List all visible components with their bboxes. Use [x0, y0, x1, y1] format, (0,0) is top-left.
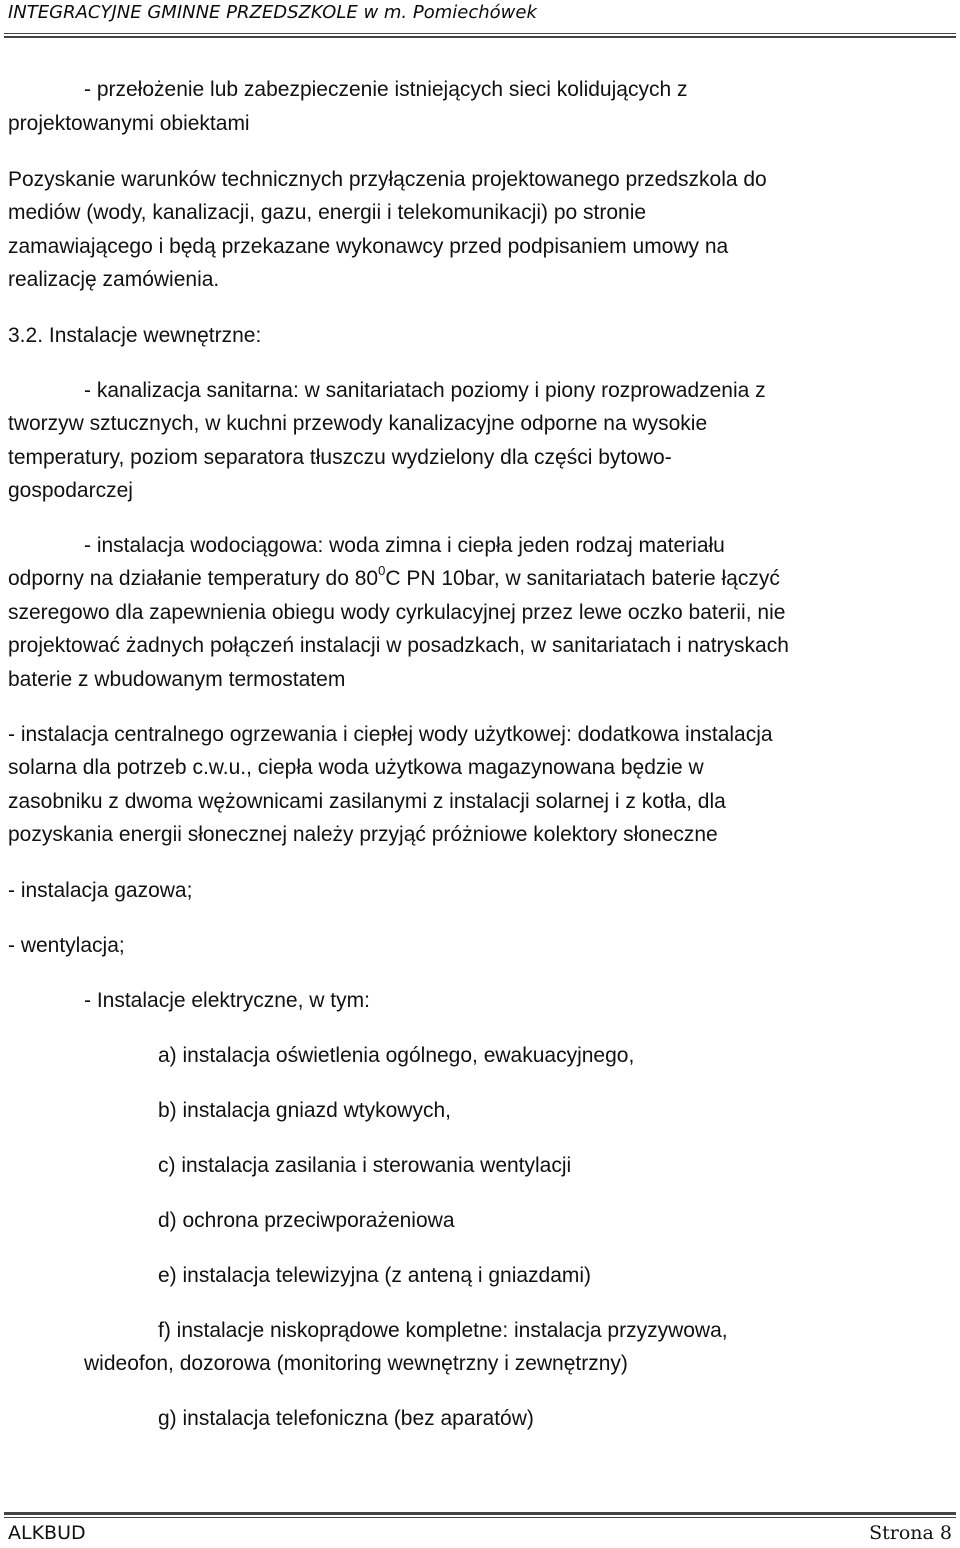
text-line: - instalacja gazowa;	[8, 879, 193, 902]
footer-divider	[4, 1517, 956, 1518]
text-line: - instalacja centralnego ogrzewania i ciepłej wody użytkowej: dodatkowa instalacja	[8, 723, 773, 746]
header-divider	[4, 33, 956, 34]
text-line: tworzyw sztucznych, w kuchni przewody kanalizacyjne odporne na wysokie	[8, 412, 708, 435]
list-item: f) instalacje niskoprądowe kompletne: instalacja przyzywowa,	[158, 1319, 728, 1342]
page-number: Strona 8	[869, 1522, 952, 1544]
list-item-continuation: wideofon, dozorowa (monitoring wewnętrzny i zewnętrzny)	[84, 1352, 628, 1375]
text-line: projektowanymi obiektami	[8, 112, 250, 135]
footer-company: ALKBUD	[8, 1522, 86, 1544]
list-item: c) instalacja zasilania i sterowania wentylacji	[158, 1154, 572, 1177]
list-item: g) instalacja telefoniczna (bez aparatów)	[158, 1407, 534, 1430]
text-line: temperatury, poziom separatora tłuszczu wydzielony dla części bytowo-	[8, 446, 672, 469]
text-line: projektować żadnych połączeń instalacji w posadzkach, w sanitariatach i natryskach	[8, 634, 789, 657]
text-line: realizację zamówienia.	[8, 268, 220, 291]
text-line: szeregowo dla zapewnienia obiegu wody cyrkulacyjnej przez lewe oczko baterii, nie	[8, 601, 786, 624]
list-item: d) ochrona przeciwporażeniowa	[158, 1209, 455, 1232]
text-line: - przełożenie lub zabezpieczenie istniejących sieci kolidujących z	[84, 78, 688, 101]
text-line: pozyskania energii słonecznej należy przyjąć próżniowe kolektory słoneczne	[8, 823, 718, 846]
text-line: mediów (wody, kanalizacji, gazu, energii i telekomunikacji) po stronie	[8, 201, 647, 224]
text-line: zasobniku z dwoma wężownicami zasilanymi z instalacji solarnej i z kotła, dla	[8, 790, 726, 813]
text-fragment: odporny na działanie temperatury do 80	[8, 567, 379, 590]
footer-divider-thick	[4, 1512, 956, 1515]
text-fragment: C PN 10bar, w sanitariatach baterie łączyć	[385, 567, 780, 590]
list-item: a) instalacja oświetlenia ogólnego, ewakuacyjnego,	[158, 1044, 635, 1067]
text-line: - wentylacja;	[8, 934, 125, 957]
superscript: 0	[378, 563, 386, 578]
text-line: zamawiającego i będą przekazane wykonawcy przed podpisaniem umowy na	[8, 235, 729, 258]
page-header-title: INTEGRACYJNE GMINNE PRZEDSZKOLE w m. Pomiechówek	[8, 2, 537, 23]
list-item: b) instalacja gniazd wtykowych,	[158, 1099, 451, 1122]
text-line: solarna dla potrzeb c.w.u., ciepła woda użytkowa magazynowana będzie w	[8, 756, 704, 779]
header-divider-thick	[4, 36, 956, 38]
text-line: baterie z wbudowanym termostatem	[8, 668, 346, 691]
text-line: - kanalizacja sanitarna: w sanitariatach poziomy i piony rozprowadzenia z	[84, 379, 766, 402]
text-line	[8, 562, 954, 595]
section-heading: 3.2. Instalacje wewnętrzne:	[8, 324, 262, 347]
text-line: gospodarczej	[8, 479, 133, 502]
text-line: - Instalacje elektryczne, w tym:	[84, 989, 370, 1012]
text-line: - instalacja wodociągowa: woda zimna i ciepła jeden rodzaj materiału	[84, 534, 725, 557]
text-line: Pozyskanie warunków technicznych przyłączenia projektowanego przedszkola do	[8, 168, 767, 191]
list-item: e) instalacja telewizyjna (z anteną i gniazdami)	[158, 1264, 592, 1287]
